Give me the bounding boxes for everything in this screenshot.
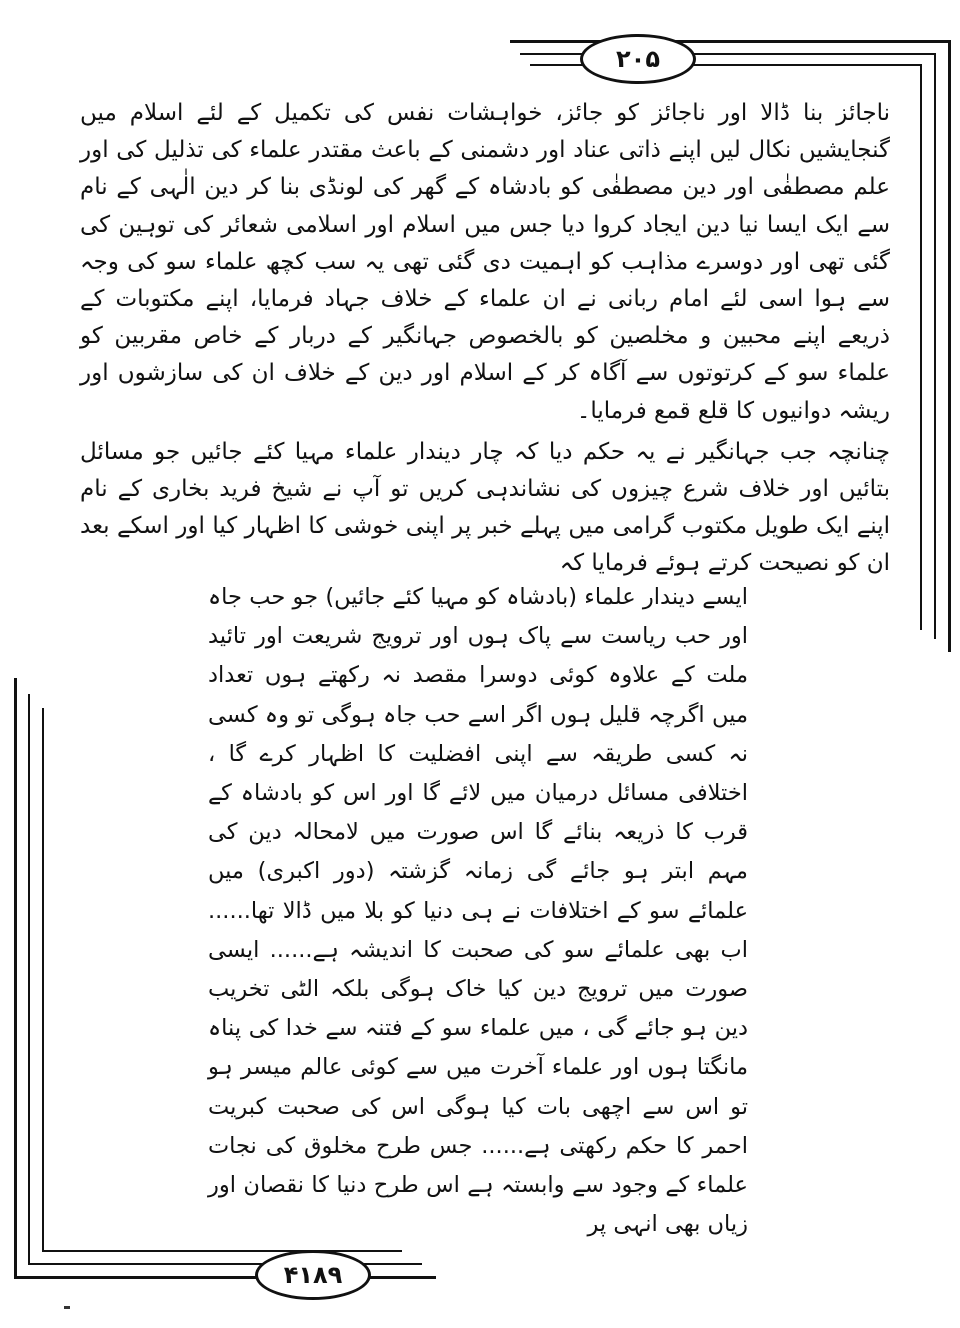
top-page-number: ۲۰۵ — [580, 34, 696, 84]
frame-right-line-inner — [920, 64, 922, 630]
body-text — [80, 95, 890, 583]
scan-mark — [64, 1306, 70, 1309]
frame-left-line-inner — [42, 708, 44, 1250]
frame-bottom-line-inner — [42, 1250, 402, 1252]
frame-right-line-outer — [948, 40, 951, 652]
frame-top-line-outer — [510, 40, 950, 43]
frame-bottom-line-outer — [14, 1276, 436, 1279]
frame-left-line-middle — [28, 694, 30, 1264]
frame-left-line-outer — [14, 678, 17, 1278]
bottom-page-number: ۴۱۸۹ — [255, 1250, 371, 1300]
quote-block — [208, 578, 748, 1244]
paragraph-2: چنانچہ جب جہانگیر نے یہ حکم دیا کہ چار دیندار علماء مہیا کئے جائیں جو مسائل بتائیں اور خلاف شرع چیزوں کی نشاندہی کریں تو آپ نے شیخ فرید بخاری کے نام اپنے ایک طویل مکتوب گرامی میں پہلے خبر پر اپنی خوشی کا اظہار کیا اور اسکے بعد ان کو نصیحت کرتے ہوئے فرمایا کہ — [80, 438, 890, 577]
quote-text: ایسے دیندار علماء (بادشاہ کو مہیا کئے جائیں) جو حب جاہ اور حب ریاست سے پاک ہوں اور ترویج شریعت اور تائید ملت کے علاوہ کوئی دوسرا مقصد نہ رکھتے ہوں تعداد میں اگرچہ قلیل ہوں اگر اسے حب جاہ ہوگی تو وہ کسی نہ کسی طریقہ سے اپنی افضلیت کا اظہار کرے گا ، اختلافی مسائل درمیان میں لائے گا اور اس کو بادشاہ کے قرب کا ذریعہ بنائے گا اس صورت میں لامحالہ دین کی مہم ابتر ہو جائے گی زمانہ گزشتہ (دور اکبری) میں علمائے سو کے اختلافات نے ہی دنیا کو بلا میں ڈالا تھا...... اب بھی علمائے سو کی صحبت کا اندیشہ ہے...... ایسی صورت میں ترویج دین کیا خاک ہوگی بلکہ الٹی تخریب دین ہو جائے گی ، میں علماء سو کے فتنہ سے خدا کی پناہ مانگتا ہوں اور علماء آخرت میں سے کوئی عالم میسر ہو تو اس سے اچھی بات کیا ہوگی اس کی صحبت کبریت احمر کا حکم رکھتی ہے...... جس طرح مخلوق کی نجات علماء کے وجود سے وابستہ ہے اس طرح دنیا کا نقصان اور زیاں بھی انہی پر — [208, 584, 748, 1238]
paragraph-1: ناجائز بنا ڈالا اور ناجائز کو جائز، خواہشات نفس کی تکمیل کے لئے اسلام میں گنجایشیں نکال لیں اپنے ذاتی عناد اور دشمنی کے باعث مقتدر علماء کی تذلیل کی اور علم مصطفٰی اور دین مصطفٰی کو بادشاہ کے گھر کی لونڈی بنا کر دین الٰہی کے نام سے ایک ایسا نیا دین ایجاد کروا دیا جس میں اسلام اور اسلامی شعائر کی توہین کی گئی تھی اور دوسرے مذاہب کو اہمیت دی گئی تھی یہ سب کچھ علماء سو کی وجہ سے ہوا اسی لئے امام ربانی نے ان علماء کے خلاف جہاد فرمایا، اپنے مکتوبات کے ذریعے اپنے محبین و مخلصین کو بالخصوص جہانگیر کے دربار کے خاص مقربین کو علماء سو کے کرتوتوں سے آگاہ کر کے اسلام اور دین کے خلاف ان کی سازشوں اور ریشہ دوانیوں کا قلع قمع فرمایا۔ — [80, 100, 890, 424]
frame-right-line-middle — [934, 53, 936, 639]
